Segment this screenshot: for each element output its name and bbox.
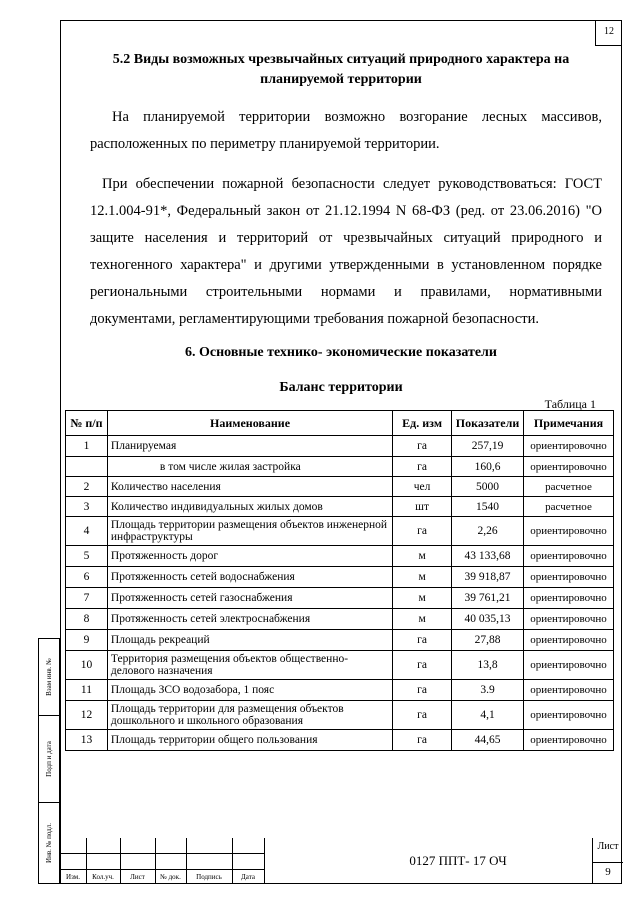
section-heading-5-2-line1: 5.2 Виды возможных чрезвычайных ситуаций природного характера на [112, 52, 570, 67]
table-row [66, 457, 614, 477]
stamp-label-change: Изм. [66, 873, 80, 881]
table-row [66, 680, 614, 701]
balance-table [65, 410, 614, 751]
stamp-label-sheet: Лист [130, 873, 145, 881]
cell-unit: га [393, 730, 452, 751]
header-name: Наименование [107, 411, 392, 436]
header-unit: Ед. изм [393, 411, 452, 436]
header-value: Показатели [452, 411, 524, 436]
table-row [66, 477, 614, 497]
table-title: Баланс территории [279, 380, 403, 395]
cell-num: 12 [66, 701, 108, 730]
cell-note: ориентировочно [524, 567, 614, 588]
cell-value: 3.9 [452, 680, 524, 701]
paragraph-fire-safety: При обеспечении пожарной безопасности следует руководствоваться: ГОСТ 12.1.004-91*, Федеральный закон от 21.12.1994 N 68-ФЗ (ред. от 23.06.2016) "О защите населения и территорий от чрезвычайных ситуаций природного и техногенного характера" и другими утвержденными в установленном порядке региональными строительными нормами и правилами, нормативными документами, регламентирующими требования пожарной безопасности. [90, 176, 602, 327]
cell-value: 44,65 [452, 730, 524, 751]
cell-note: ориентировочно [524, 457, 614, 477]
stamp-label-doc: № док. [160, 873, 181, 881]
cell-num: 7 [66, 588, 108, 609]
side-label-inventory: Инв. № подл. [45, 823, 53, 863]
cell-name: Протяженность сетей электроснабжения [107, 609, 392, 630]
cell-note: ориентировочно [524, 609, 614, 630]
cell-note: ориентировочно [524, 517, 614, 546]
cell-num: 2 [66, 477, 108, 497]
cell-unit: га [393, 701, 452, 730]
cell-num: 1 [66, 436, 108, 457]
cell-value: 27,88 [452, 630, 524, 651]
table-row [66, 651, 614, 680]
table-row [66, 436, 614, 457]
stamp-label-signature: Подпись [196, 873, 222, 881]
table-row [66, 546, 614, 567]
cell-name: Количество индивидуальных жилых домов [107, 497, 392, 517]
page-number: 12 [595, 20, 622, 46]
cell-name: Территория размещения объектов общественно-делового назначения [107, 651, 392, 680]
cell-name: в том числе жилая застройка [107, 457, 392, 477]
side-cell-inventory [39, 803, 59, 883]
cell-name: Площадь ЗСО водозабора, 1 пояс [107, 680, 392, 701]
cell-num [66, 457, 108, 477]
cell-num: 6 [66, 567, 108, 588]
section-heading-6: 6. Основные технико- экономические показатели [185, 345, 497, 360]
cell-note: ориентировочно [524, 701, 614, 730]
cell-name: Площадь территории размещения объектов инженерной инфраструктуры [107, 517, 392, 546]
document-code: 0127 ППТ- 17 ОЧ [409, 853, 507, 868]
cell-value: 13,8 [452, 651, 524, 680]
cell-value: 1540 [452, 497, 524, 517]
cell-unit: га [393, 651, 452, 680]
cell-unit: чел [393, 477, 452, 497]
table-row [66, 588, 614, 609]
cell-num: 3 [66, 497, 108, 517]
header-note: Примечания [524, 411, 614, 436]
table-row [66, 609, 614, 630]
cell-unit: м [393, 609, 452, 630]
cell-name: Протяженность сетей газоснабжения [107, 588, 392, 609]
cell-unit: га [393, 630, 452, 651]
cell-note: ориентировочно [524, 630, 614, 651]
paragraph-fire-risk: На планируемой территории возможно возгорание лесных массивов, расположенных по периметру планируемой территории. [90, 109, 602, 152]
sheet-label: Лист [597, 841, 619, 852]
cell-note: ориентировочно [524, 436, 614, 457]
cell-unit: шт [393, 497, 452, 517]
cell-value: 160,6 [452, 457, 524, 477]
cell-value: 40 035,13 [452, 609, 524, 630]
cell-unit: га [393, 457, 452, 477]
cell-unit: м [393, 546, 452, 567]
side-label-replacement: Взам инв. № [45, 658, 53, 696]
cell-name: Планируемая [107, 436, 392, 457]
cell-note: ориентировочно [524, 651, 614, 680]
cell-name: Протяженность дорог [107, 546, 392, 567]
table-row [66, 730, 614, 751]
stamp-label-date: Дата [241, 873, 255, 881]
table-row [66, 497, 614, 517]
cell-unit: га [393, 680, 452, 701]
cell-num: 8 [66, 609, 108, 630]
cell-value: 4,1 [452, 701, 524, 730]
side-cell-replacement [39, 639, 59, 716]
cell-note: ориентировочно [524, 546, 614, 567]
cell-note: ориентировочно [524, 588, 614, 609]
cell-num: 9 [66, 630, 108, 651]
side-stamp [38, 638, 60, 884]
cell-value: 5000 [452, 477, 524, 497]
cell-unit: м [393, 588, 452, 609]
cell-name: Площадь территории для размещения объектов дошкольного и школьного образования [107, 701, 392, 730]
side-cell-signature [39, 716, 59, 803]
cell-value: 2,26 [452, 517, 524, 546]
sheet-number: 9 [593, 862, 623, 878]
cell-note: ориентировочно [524, 730, 614, 751]
cell-value: 43 133,68 [452, 546, 524, 567]
cell-value: 257,19 [452, 436, 524, 457]
table-header-row [66, 411, 614, 436]
cell-note: ориентировочно [524, 680, 614, 701]
cell-num: 10 [66, 651, 108, 680]
cell-num: 11 [66, 680, 108, 701]
cell-unit: м [393, 567, 452, 588]
table-caption: Таблица 1 [544, 397, 596, 411]
cell-unit: га [393, 517, 452, 546]
cell-value: 39 918,87 [452, 567, 524, 588]
cell-num: 4 [66, 517, 108, 546]
title-block [60, 838, 622, 884]
side-label-signature: Подп и дата [45, 741, 53, 777]
cell-num: 5 [66, 546, 108, 567]
cell-name: Протяженность сетей водоснабжения [107, 567, 392, 588]
title-block-grid [60, 838, 265, 884]
section-heading-5-2-line2: планируемой территории [260, 72, 422, 87]
header-num: № п/п [66, 411, 108, 436]
cell-name: Количество населения [107, 477, 392, 497]
table-row [66, 630, 614, 651]
cell-num: 13 [66, 730, 108, 751]
sheet-box [592, 838, 622, 884]
table-row [66, 517, 614, 546]
cell-note: расчетное [524, 497, 614, 517]
cell-value: 39 761,21 [452, 588, 524, 609]
cell-name: Площадь рекреаций [107, 630, 392, 651]
table-row [66, 567, 614, 588]
cell-name: Площадь территории общего пользования [107, 730, 392, 751]
cell-unit: га [393, 436, 452, 457]
table-row [66, 701, 614, 730]
cell-note: расчетное [524, 477, 614, 497]
stamp-label-count: Кол.уч. [92, 873, 114, 881]
